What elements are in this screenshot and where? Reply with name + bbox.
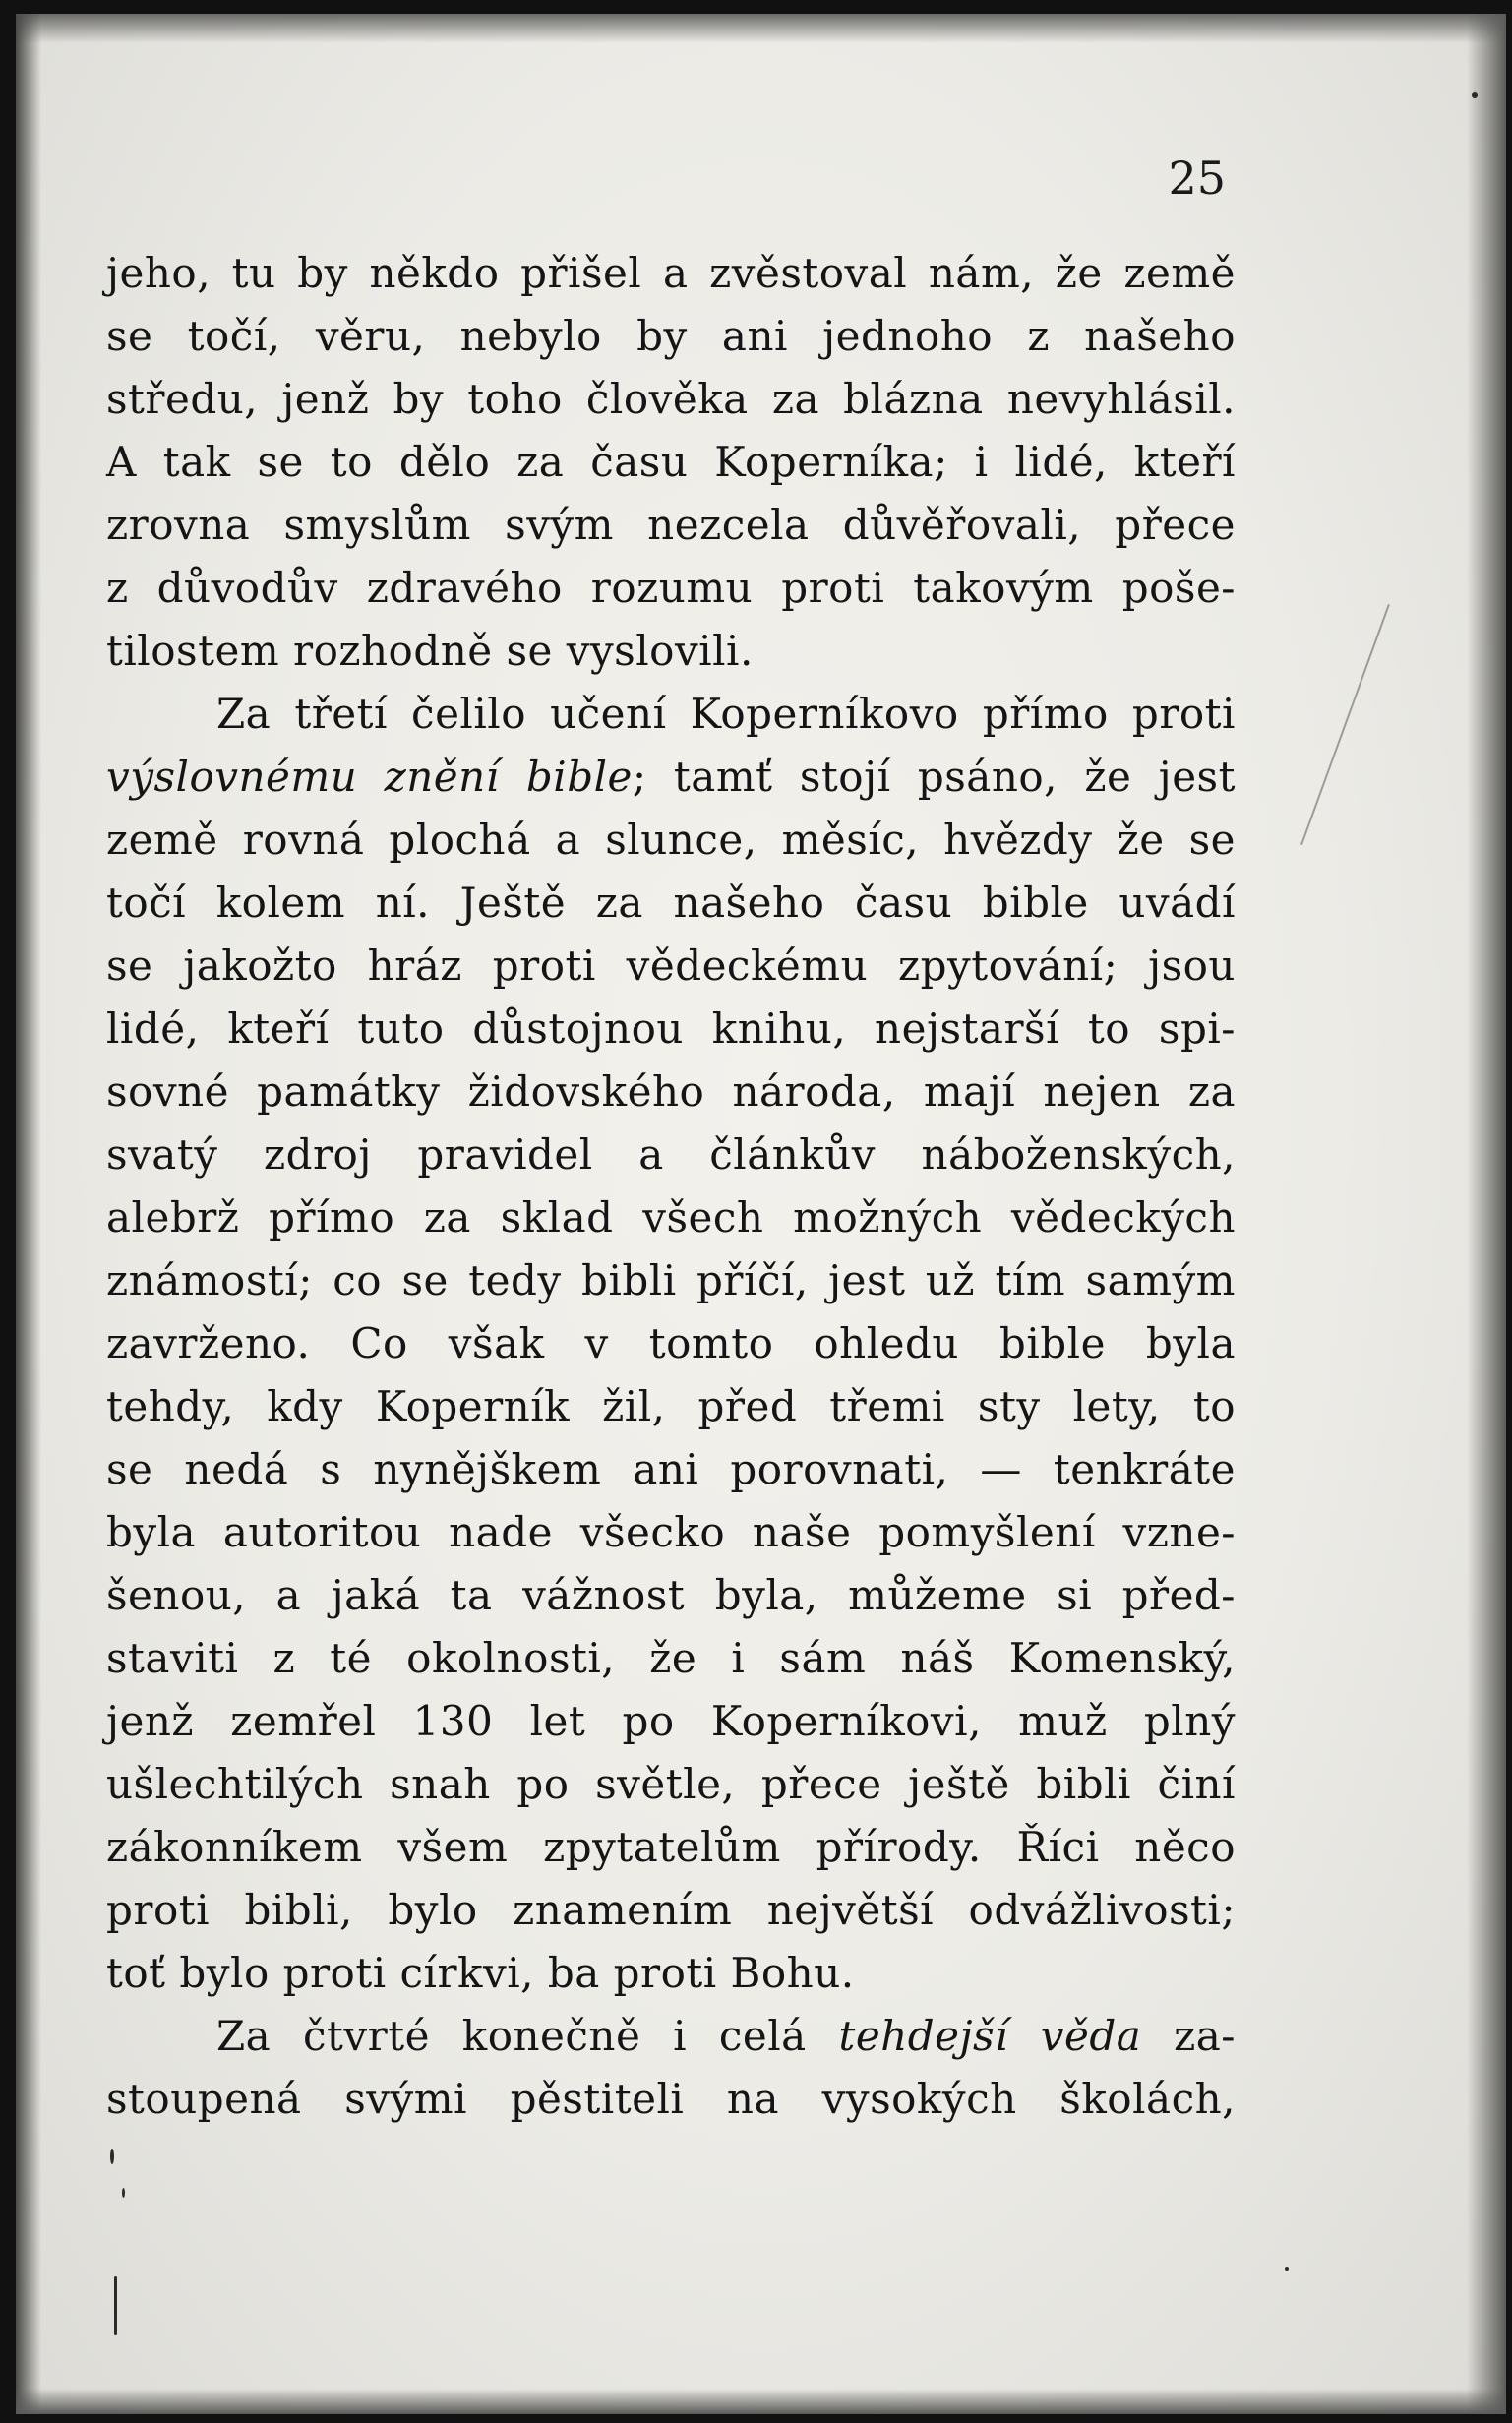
page-top-shadow xyxy=(16,14,1506,43)
text-line: zákonníkem všem zpytatelům přírody. Říci něco xyxy=(106,1823,1236,1871)
text-run: Za čtvrté konečně i celá xyxy=(216,2012,839,2060)
ink-speck xyxy=(1472,92,1478,98)
text-line: alebrž přímo za sklad všech možných vědeckých xyxy=(106,1193,1236,1242)
text-line: tehdy, kdy Koperník žil, před třemi sty lety, to xyxy=(106,1382,1236,1430)
ink-speck xyxy=(122,2188,125,2198)
text-line: A tak se to dělo za času Koperníka; i lidé, kteří xyxy=(106,438,1236,486)
text-line: středu, jenž by toho člověka za blázna nevyhlásil. xyxy=(106,375,1236,423)
text-line-mixed xyxy=(106,746,1236,809)
italic-phrase: tehdejší věda xyxy=(838,2012,1142,2060)
page-number: 25 xyxy=(1168,151,1226,205)
text-line: lidé, kteří tuto důstojnou knihu, nejstarší to spi- xyxy=(106,1004,1236,1053)
text-line: stoupená svými pěstiteli na vysokých školách, xyxy=(106,2075,1236,2123)
text-line: šenou, a jaká ta vážnost byla, můžeme si před- xyxy=(106,1571,1236,1619)
paper-crease xyxy=(1300,604,1390,845)
page-left-shadow xyxy=(16,14,41,2414)
text-line: byla autoritou nade všecko naše pomyšlení vzne- xyxy=(106,1508,1236,1556)
text-line: zavrženo. Co však v tomto ohledu bible byla xyxy=(106,1319,1236,1367)
text-line: tilostem rozhodně se vyslovili. xyxy=(106,627,754,675)
text-line: se jakožto hráz proti vědeckému zpytování; jsou xyxy=(106,941,1236,990)
ink-speck xyxy=(1285,2267,1289,2271)
text-line: země rovná plochá a slunce, měsíc, hvězdy že se xyxy=(106,816,1236,864)
text-line: staviti z té okolnosti, že i sám náš Komenský, xyxy=(106,1634,1236,1682)
ink-speck xyxy=(110,2149,114,2164)
text-line: jeho, tu by někdo přišel a zvěstoval nám, že země xyxy=(106,249,1236,297)
text-line: toť bylo proti církvi, ba proti Bohu. xyxy=(106,1949,855,1997)
text-line: se točí, věru, nebylo by ani jednoho z našeho xyxy=(106,312,1236,360)
text-line-mixed xyxy=(106,2005,1236,2068)
text-line: známostí; co se tedy bibli příčí, jest už tím samým xyxy=(106,1256,1236,1304)
text-run: ; tamť stojí psáno, že jest xyxy=(632,753,1236,801)
ink-speck xyxy=(114,2276,117,2335)
text-line: jenž zemřel 130 let po Koperníkovi, muž plný xyxy=(106,1697,1236,1745)
text-line: Za třetí čelilo učení Koperníkovo přímo proti xyxy=(216,690,1236,738)
text-line: z důvodův zdravého rozumu proti takovým poše- xyxy=(106,564,1236,612)
page-bottom-shadow xyxy=(16,2389,1506,2414)
body-text xyxy=(106,242,1236,2131)
text-line: sovné památky židovského národa, mají nejen za xyxy=(106,1067,1236,1116)
text-line: točí kolem ní. Ještě za našeho času bible uvádí xyxy=(106,878,1236,927)
text-run: za- xyxy=(1141,2012,1236,2060)
book-page xyxy=(16,14,1506,2414)
text-line: zrovna smyslům svým nezcela důvěřovali, přece xyxy=(106,501,1236,549)
page-right-shadow xyxy=(1467,14,1506,2414)
italic-phrase: výslovnému znění bible xyxy=(106,753,633,801)
text-line: se nedá s nynějškem ani porovnati, — tenkráte xyxy=(106,1445,1236,1493)
text-line: ušlechtilých snah po světle, přece ještě bibli činí xyxy=(106,1760,1236,1808)
text-line: svatý zdroj pravidel a článkův náboženských, xyxy=(106,1130,1236,1179)
text-line: proti bibli, bylo znamením největší odvážlivosti; xyxy=(106,1886,1236,1934)
